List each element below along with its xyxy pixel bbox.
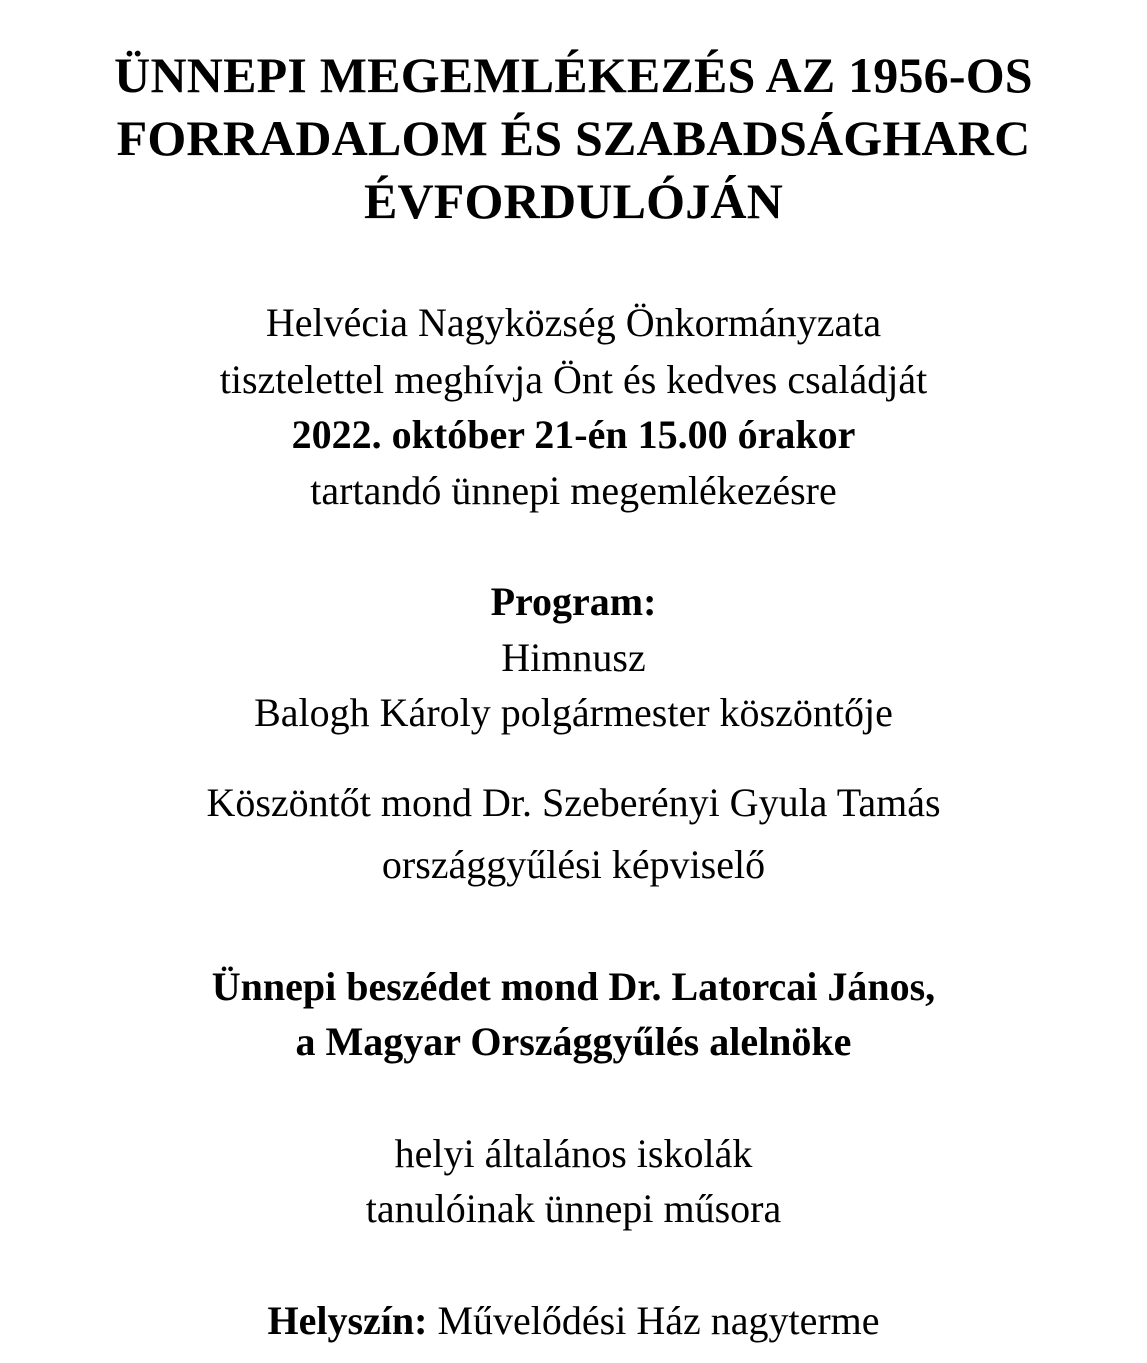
program-item-himnusz: Himnusz xyxy=(501,635,646,680)
program-item-speech-line-1: Ünnepi beszédet mond Dr. Latorcai János, xyxy=(211,964,936,1009)
program-item-speech-line-2: a Magyar Országgyűlés alelnöke xyxy=(295,1019,852,1064)
title-line-1: ÜNNEPI MEGEMLÉKEZÉS AZ 1956-OS xyxy=(114,47,1033,103)
invitation-line-2: tisztelettel meghívja Önt és kedves családját xyxy=(219,357,928,402)
venue-label: Helyszín: xyxy=(267,1298,428,1343)
program-item-mayor-greeting: Balogh Károly polgármester köszöntője xyxy=(254,690,893,735)
venue-value: Művelődési Ház nagyterme xyxy=(437,1298,880,1343)
title-line-3: ÉVFORDULÓJÁN xyxy=(363,173,784,229)
invitation-line-1: Helvécia Nagyközség Önkormányzata xyxy=(265,300,882,345)
program-heading: Program: xyxy=(490,579,657,624)
invitation-datetime: 2022. október 21-én 15.00 órakor xyxy=(291,412,856,457)
venue-line xyxy=(0,1298,1147,1343)
program-item-mp-greeting-line-1: Köszöntőt mond Dr. Szeberényi Gyula Tamás xyxy=(206,780,941,825)
program-item-mp-greeting-line-2: országgyűlési képviselő xyxy=(381,842,766,887)
program-item-school-show-line-2: tanulóinak ünnepi műsora xyxy=(365,1186,782,1231)
invitation-line-4: tartandó ünnepi megemlékezésre xyxy=(310,468,837,513)
program-item-school-show-line-1: helyi általános iskolák xyxy=(394,1131,753,1176)
title-line-2: FORRADALOM ÉS SZABADSÁGHARC xyxy=(116,110,1031,166)
